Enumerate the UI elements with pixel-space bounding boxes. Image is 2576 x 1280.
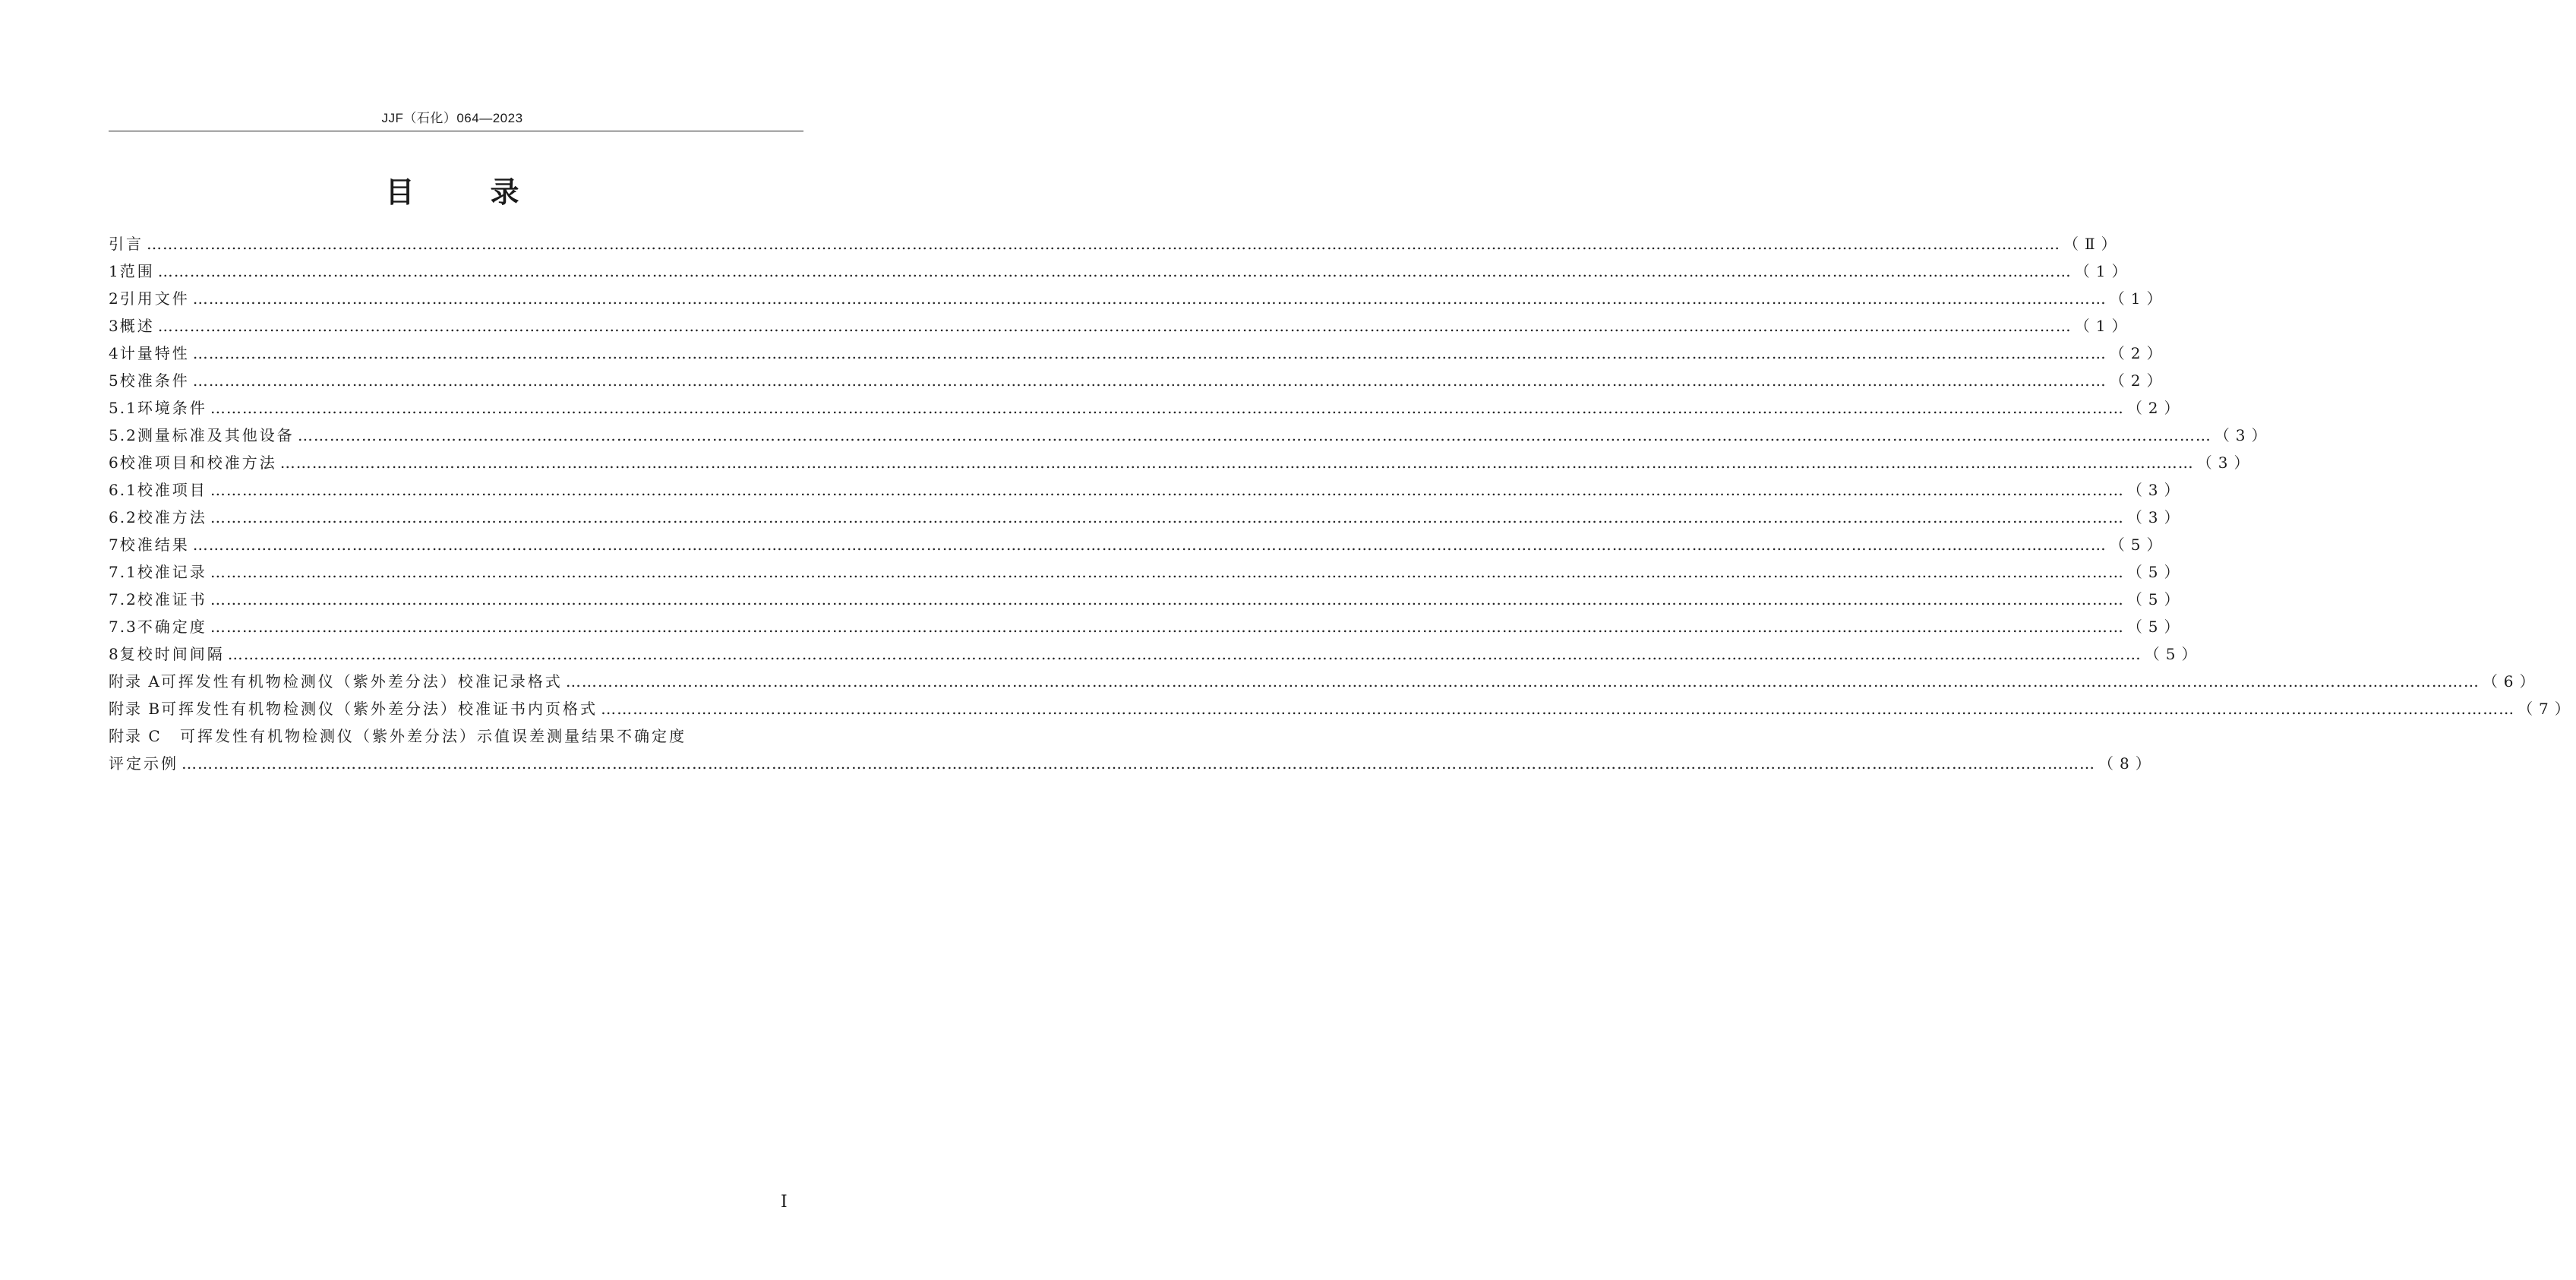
toc-entry-label: 校准结果 <box>119 536 190 554</box>
toc-entry-page: （2） <box>2109 371 2168 390</box>
toc-entry-number: 6.2 <box>109 508 137 526</box>
toc-entry-page: （3） <box>2126 508 2186 526</box>
toc-entry-label: 校准方法 <box>137 508 207 526</box>
toc-entry-page: （3） <box>2126 481 2186 499</box>
dot-leader: ……………………………………………………………………………………………………………………………………………………………………………………………………………………………………………………………………………………………………………………………… <box>157 317 2072 335</box>
toc-entry-number: 7 <box>109 536 120 554</box>
toc-entry-page: （3） <box>2196 454 2256 472</box>
toc-entry-number: 附录 A <box>109 672 161 691</box>
toc-entry-label: 校准条件 <box>119 371 190 390</box>
toc-entry-number: 7.3 <box>109 618 137 636</box>
toc-entry[interactable] <box>109 340 2168 367</box>
toc-entry[interactable] <box>109 531 2168 558</box>
toc-entry-number: 4 <box>109 344 120 362</box>
toc-entry-number: 7.2 <box>109 590 137 608</box>
toc-entry-label: 校准证书 <box>137 590 207 608</box>
toc-entry-number: 7.1 <box>109 563 137 581</box>
dot-leader: ……………………………………………………………………………………………………………………………………………………………………………………………………………………………………………………………………………………………………………………………… <box>192 289 2107 308</box>
toc-entry-number: 6 <box>109 454 120 472</box>
toc-entry-label: 引用文件 <box>119 289 190 308</box>
toc-entry-label: 校准记录 <box>137 563 207 581</box>
toc-entry-number: 5 <box>109 371 120 390</box>
toc-entry[interactable] <box>109 586 2186 613</box>
toc-entry-label: 可挥发性有机物检测仪（紫外差分法）示值误差测量结果不确定度 <box>180 727 687 745</box>
toc-entry-page: （5） <box>2144 645 2203 663</box>
dot-leader: ……………………………………………………………………………………………………………………………………………………………………………………………………………………………………………………………………………………………………………………………… <box>210 590 2124 608</box>
dot-leader: ……………………………………………………………………………………………………………………………………………………………………………………………………………………………………………………………………………………………………………………………… <box>192 344 2107 362</box>
toc-entry[interactable] <box>109 668 2541 695</box>
toc-entry-number: 5.1 <box>109 399 137 417</box>
page-title <box>0 169 904 210</box>
toc-entry-label: 校准项目和校准方法 <box>119 454 277 472</box>
toc-entry-label: 概述 <box>119 317 155 335</box>
toc-entry-number: 5.2 <box>109 426 137 444</box>
toc-entry-label: 可挥发性有机物检测仪（紫外差分法）校准记录格式 <box>160 672 563 691</box>
toc-entry[interactable] <box>109 449 2256 476</box>
toc-entry-number: 2 <box>109 289 120 308</box>
toc-entry[interactable] <box>109 504 2186 531</box>
toc-entry-label: 可挥发性有机物检测仪（紫外差分法）校准证书内页格式 <box>161 700 598 718</box>
dot-leader: ……………………………………………………………………………………………………………………………………………………………………………………………………………………………………………………………………………………………………………………………… <box>210 563 2124 581</box>
toc-entry-number: 3 <box>109 317 120 335</box>
dot-leader: ……………………………………………………………………………………………………………………………………………………………………………………………………………………………………………………………………………………………………………………………… <box>227 645 2142 663</box>
dot-leader: ……………………………………………………………………………………………………………………………………………………………………………………………………………………………………………………………………………………………………………………………… <box>182 754 2095 773</box>
toc-entry[interactable] <box>109 394 2186 422</box>
toc-entry[interactable] <box>109 640 2203 668</box>
toc-entry-number: 6.1 <box>109 481 137 499</box>
dot-leader: ……………………………………………………………………………………………………………………………………………………………………………………………………………………………………………………………………………………………………………………………… <box>157 262 2072 280</box>
toc-entry[interactable] <box>109 312 2133 340</box>
toc-entry-label: 引言 <box>109 235 144 253</box>
toc-entry-number: 附录 C <box>109 727 162 745</box>
dot-leader: ……………………………………………………………………………………………………………………………………………………………………………………………………………………………………………………………………………………………………………………………… <box>210 481 2124 499</box>
toc-entry[interactable] <box>109 558 2186 586</box>
toc-entry-page: （2） <box>2126 399 2186 417</box>
title-char-2: 录 <box>490 175 519 209</box>
toc-entry-page: （1） <box>2109 289 2168 308</box>
toc-entry[interactable] <box>109 695 2576 722</box>
toc-entry[interactable] <box>109 476 2186 504</box>
dot-leader: ……………………………………………………………………………………………………………………………………………………………………………………………………………………………………………………………………………………………………………………………… <box>297 426 2211 444</box>
dot-leader: ……………………………………………………………………………………………………………………………………………………………………………………………………………………………………………………………………………………………………………………………… <box>601 700 2515 718</box>
toc-entry-page: （5） <box>2126 618 2186 636</box>
toc-entry-label: 范围 <box>119 262 155 280</box>
document-code: JJF（石化）064—2023 <box>381 111 523 125</box>
toc-entry-label: 计量特性 <box>119 344 190 362</box>
toc-entry-label: 不确定度 <box>137 618 207 636</box>
dot-leader: ……………………………………………………………………………………………………………………………………………………………………………………………………………………………………………………………………………………………………………………………… <box>210 618 2124 636</box>
toc-entry[interactable] <box>109 285 2168 312</box>
toc-entry-number: 附录 B <box>109 700 162 718</box>
page-number: I <box>781 1193 788 1212</box>
toc-entry[interactable] <box>109 367 2168 394</box>
dot-leader: ……………………………………………………………………………………………………………………………………………………………………………………………………………………………………………………………………………………………………………………………… <box>210 508 2124 526</box>
toc-entry-label: 测量标准及其他设备 <box>137 426 295 444</box>
dot-leader: ……………………………………………………………………………………………………………………………………………………………………………………………………………………………………………………………………………………………………………………………… <box>192 536 2107 554</box>
dot-leader: ……………………………………………………………………………………………………………………………………………………………………………………………………………………………………………………………………………………………………………………………… <box>279 454 2194 472</box>
toc-entry-page: （7） <box>2518 700 2576 718</box>
toc-entry-number: 8 <box>109 645 120 663</box>
toc-entry-page: （1） <box>2074 262 2133 280</box>
dot-leader: ……………………………………………………………………………………………………………………………………………………………………………………………………………………………………………………………………………………………………………………………… <box>565 672 2480 691</box>
toc-entry-page: （Ⅱ） <box>2063 235 2123 253</box>
toc-entry-page: （1） <box>2074 317 2133 335</box>
toc-entry-page: （5） <box>2109 536 2168 554</box>
toc-entry[interactable] <box>109 722 803 750</box>
toc-entry-page: （5） <box>2126 590 2186 608</box>
toc-entry-page: （2） <box>2109 344 2168 362</box>
dot-leader: ……………………………………………………………………………………………………………………………………………………………………………………………………………………………………………………………………………………………………………………………… <box>192 371 2107 390</box>
toc-entry[interactable] <box>109 613 2186 640</box>
title-char-1: 目 <box>385 175 415 209</box>
toc-entry-number: 1 <box>109 262 120 280</box>
dot-leader: ……………………………………………………………………………………………………………………………………………………………………………………………………………………………………………………………………………………………………………………………… <box>147 235 2060 253</box>
toc-entry[interactable] <box>109 750 2157 777</box>
toc-entry-page: （8） <box>2098 754 2157 773</box>
toc-entry-page: （5） <box>2126 563 2186 581</box>
toc-entry[interactable] <box>109 230 2123 258</box>
toc-entry[interactable] <box>109 422 2273 449</box>
toc-entry-label: 环境条件 <box>137 399 207 417</box>
toc-entry-page: （3） <box>2214 426 2273 444</box>
toc-entry-page: （6） <box>2482 672 2541 691</box>
toc-entry-label: 复校时间间隔 <box>119 645 225 663</box>
toc-entry-label: 评定示例 <box>109 754 178 773</box>
toc-entry[interactable] <box>109 258 2133 285</box>
table-of-contents <box>109 230 2576 777</box>
dot-leader: ……………………………………………………………………………………………………………………………………………………………………………………………………………………………………………………………………………………………………………………………… <box>210 399 2124 417</box>
toc-entry-label: 校准项目 <box>137 481 207 499</box>
